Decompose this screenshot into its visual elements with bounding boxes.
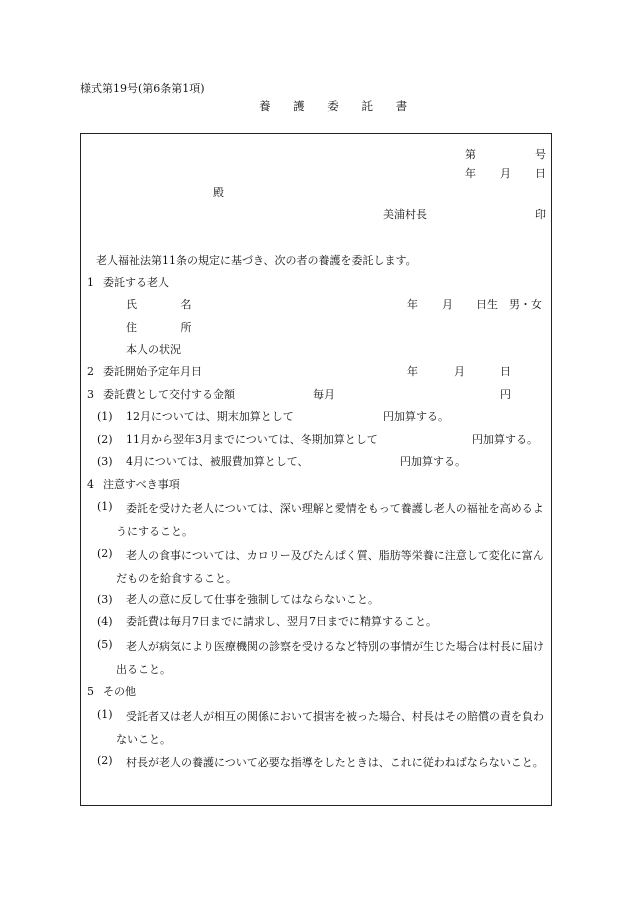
list-item-number: (3) xyxy=(97,593,113,606)
section-1-label: 委託する老人 xyxy=(103,276,169,289)
section-4-number: 4 xyxy=(87,478,94,491)
list-item-number: (3) xyxy=(97,455,113,468)
section-3-number: 3 xyxy=(87,388,94,401)
issue-year: 年 xyxy=(465,167,476,180)
start-month: 月 xyxy=(454,365,465,378)
name-label: 氏 名 xyxy=(126,298,212,311)
start-year: 年 xyxy=(407,365,418,378)
section-2-number: 2 xyxy=(87,365,94,378)
section-2-label: 委託開始予定年月日 xyxy=(103,365,202,378)
issue-day: 日 xyxy=(535,167,546,180)
section-4-label: 注意すべき事項 xyxy=(103,478,180,491)
birth-month: 月 xyxy=(442,298,453,311)
number-suffix: 号 xyxy=(535,148,546,161)
list-item-text: 委託費は毎月7日までに請求し、翌月7日までに精算すること。 xyxy=(126,615,437,628)
list-item-text: 12月については、期末加算として xyxy=(126,410,294,423)
list-item-text: 老人が病気により医療機関の診察を受けるなど特別の事情が生じた場合は村長に届け出ること。 xyxy=(116,640,544,676)
list-item-tail: 円加算する。 xyxy=(383,410,449,423)
list-item-text: 村長が老人の養護について必要な指導をしたときは、これに従わねばならないこと。 xyxy=(126,756,544,769)
section-3-label: 委託費として交付する金額 xyxy=(103,388,235,401)
list-item-number: (1) xyxy=(97,708,113,721)
seal-mark: 印 xyxy=(535,208,546,221)
list-item-tail: 円加算する。 xyxy=(400,455,466,468)
list-item-number: (1) xyxy=(97,500,113,513)
list-item-text: 老人の意に反して仕事を強制してはならないこと。 xyxy=(126,593,379,606)
list-item-text: 11月から翌年3月までについては、冬期加算として xyxy=(126,433,378,446)
addressee-suffix: 殿 xyxy=(213,186,224,199)
list-item-text: 委託を受けた老人については、深い理解と愛情をもって養護し老人の福祉を高めるようにすること。 xyxy=(116,502,544,538)
yen-label: 円 xyxy=(500,388,511,401)
list-item-text: 4月については、被服費加算として、 xyxy=(126,455,309,468)
birth-day: 日生 xyxy=(476,298,498,311)
document-title: 養 護 委 託 書 xyxy=(259,99,417,113)
issuer-name: 美浦村長 xyxy=(383,208,427,221)
list-item-number: (2) xyxy=(97,547,113,560)
intro-text: 老人福祉法第11条の規定に基づき、次の者の養護を委託します。 xyxy=(96,254,417,267)
birth-year: 年 xyxy=(407,298,418,311)
section-5-number: 5 xyxy=(87,685,94,698)
sex-options: 男・女 xyxy=(509,298,542,311)
number-prefix: 第 xyxy=(465,148,476,161)
monthly-label: 毎月 xyxy=(313,388,335,401)
section-1-number: 1 xyxy=(87,276,94,289)
list-item-number: (1) xyxy=(97,410,113,423)
section-5-label: その他 xyxy=(103,685,136,698)
list-item-number: (2) xyxy=(97,754,113,767)
address-label: 住 所 xyxy=(126,321,212,334)
list-item-number: (4) xyxy=(97,615,113,628)
list-item-number: (5) xyxy=(97,638,113,651)
list-item-number: (2) xyxy=(97,433,113,446)
list-item-text: 老人の食事については、カロリー及びたんぱく質、脂肪等栄養に注意して変化に富んだものを給食すること。 xyxy=(116,549,544,585)
status-label: 本人の状況 xyxy=(126,343,181,356)
form-number: 様式第19号(第6条第1項) xyxy=(80,82,205,95)
list-item-text: 受託者又は老人が相互の関係において損害を被った場合、村長はその賠償の責を負わないこと。 xyxy=(116,710,544,746)
issue-month: 月 xyxy=(500,167,511,180)
start-day: 日 xyxy=(500,365,511,378)
list-item-tail: 円加算する。 xyxy=(472,433,538,446)
